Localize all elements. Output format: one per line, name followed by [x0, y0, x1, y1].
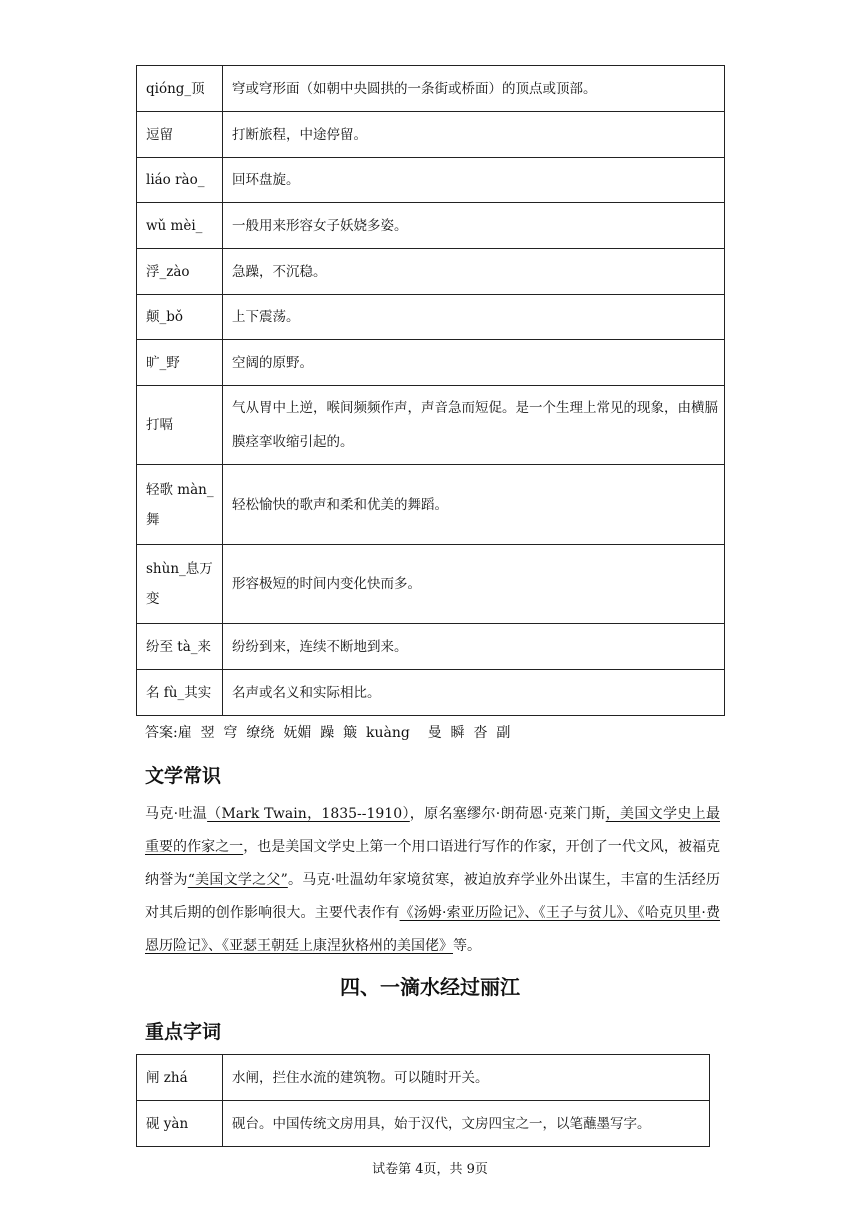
definition-cell: 砚台。中国传统文房用具，始于汉代，文房四宝之一，以笔蘸墨写字。 — [223, 1101, 710, 1147]
table-row — [137, 386, 725, 465]
text-run: 。马克·吐温幼年家境贫寒，被迫放弃学业外出谋生，丰富的生活经历对其后期的创作影响很大。主要代表作有 — [145, 872, 720, 921]
underlined-text: “美国文学之父” — [187, 872, 288, 888]
text-run: 马克·吐温 — [145, 806, 208, 822]
term-cell: liáo rào_ — [137, 158, 223, 203]
term-cell: 砚 yàn — [137, 1101, 223, 1147]
table-row — [137, 112, 725, 158]
term-cell: 浮_zào — [137, 249, 223, 295]
chapter-title: 四、一滴水经过丽江 — [340, 975, 520, 999]
definition-cell: 空阔的原野。 — [223, 340, 725, 386]
table-row — [137, 66, 725, 112]
term-cell: 纷至 tà_来 — [137, 624, 223, 670]
definition-cell: 形容极短的时间内变化快而多。 — [223, 545, 725, 624]
definition-cell: 回环盘旋。 — [223, 158, 725, 203]
text-run: ，也是美国文学史上第一个用口语进行写作的作家，开创了一代文风，被福克纳誉为 — [145, 839, 721, 888]
table-row — [137, 158, 725, 203]
term-cell: 闸 zhá — [137, 1055, 223, 1101]
definition-cell: 轻松愉快的歌声和柔和优美的舞蹈。 — [223, 465, 725, 545]
key-words-table — [136, 1054, 710, 1147]
term-cell: 轻歌 màn_舞 — [137, 465, 223, 545]
table-row — [137, 670, 725, 716]
underlined-text: ，美国文学史上最重要的作家之一 — [145, 806, 720, 855]
text-run: ，原名塞缪尔·朗荷恩·克莱门斯 — [409, 806, 606, 822]
definition-cell: 上下震荡。 — [223, 295, 725, 340]
table-row — [137, 295, 725, 340]
definition-cell: 一般用来形容女子妖娆多姿。 — [223, 203, 725, 249]
term-cell: 旷_野 — [137, 340, 223, 386]
table-row — [137, 1101, 710, 1147]
page-footer: 试卷第 4页，共 9页 — [372, 1162, 488, 1177]
table-row — [137, 203, 725, 249]
term-cell: 打嗝 — [137, 386, 223, 465]
text-run: 等。 — [453, 938, 481, 954]
definition-cell: 急躁，不沉稳。 — [223, 249, 725, 295]
definition-cell: 气从胃中上逆，喉间频频作声，声音急而短促。是一个生理上常见的现象，由横膈膜痉挛收缩引起的。 — [223, 386, 725, 465]
definition-cell: 穹或穹形面（如朝中央圆拱的一条街或桥面）的顶点或顶部。 — [223, 66, 725, 112]
answer-line: 答案:雇 翌 穹 缭绕 妩媚 躁 簸 kuàng 曼 瞬 沓 副 — [145, 725, 511, 741]
term-cell: 名 fù_其实 — [137, 670, 223, 716]
term-cell: 逗留 — [137, 112, 223, 158]
term-cell: wǔ mèi_ — [137, 203, 223, 249]
table-row — [137, 1055, 710, 1101]
literature-paragraph — [145, 798, 720, 963]
definition-cell: 打断旅程，中途停留。 — [223, 112, 725, 158]
underlined-text: （Mark Twain，1835--1910） — [207, 806, 410, 822]
underlined-text: 《汤姆·索亚历险记》、《王子与贫儿》、《哈克贝里·费恩历险记》、《亚瑟王朝廷上康涅狄格州的美国佬》 — [145, 905, 721, 954]
table-row — [137, 340, 725, 386]
definition-cell: 水闸，拦住水流的建筑物。可以随时开关。 — [223, 1055, 710, 1101]
table-row — [137, 624, 725, 670]
vocabulary-table — [136, 65, 725, 716]
table-row — [137, 545, 725, 624]
key-words-heading: 重点字词 — [145, 1021, 222, 1043]
definition-cell: 纷纷到来，连续不断地到来。 — [223, 624, 725, 670]
literature-heading: 文学常识 — [145, 765, 222, 787]
table-row — [137, 465, 725, 545]
term-cell: qióng_顶 — [137, 66, 223, 112]
definition-cell: 名声或名义和实际相比。 — [223, 670, 725, 716]
term-cell: shùn_息万变 — [137, 545, 223, 624]
term-cell: 颠_bǒ — [137, 295, 223, 340]
table-row — [137, 249, 725, 295]
